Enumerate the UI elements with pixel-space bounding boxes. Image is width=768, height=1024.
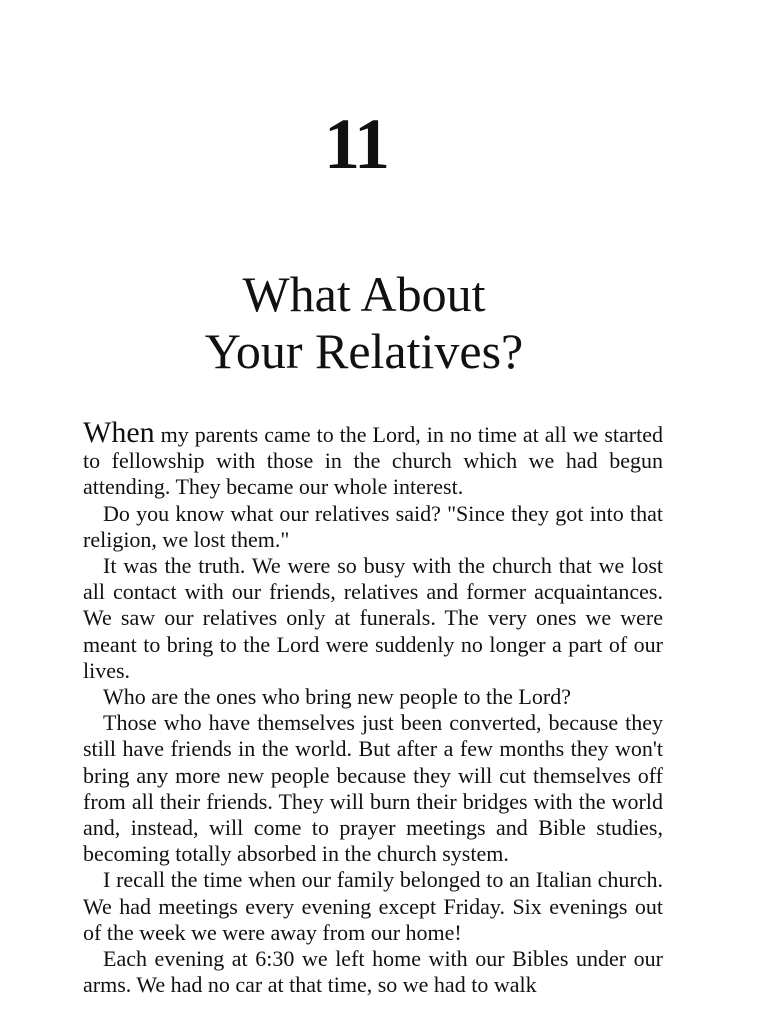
- paragraph-6: I recall the time when our family belonged to an Italian church. We had meetings every evening except Friday. Six evenings out of the week we were away from our home!: [83, 867, 663, 945]
- chapter-title-line-1: What About: [242, 266, 486, 322]
- lead-in-word: When: [83, 416, 155, 449]
- paragraph-3: It was the truth. We were so busy with the church that we lost all contact with our friends, relatives and former acquaintances. We saw our relatives only at funerals. The very ones we were meant to bring to the Lord were suddenly no longer a part of our lives.: [83, 553, 663, 683]
- paragraph-5: Those who have themselves just been converted, because they still have friends in the world. But after a few months they won't bring any more new people because they will cut themselves off from all their friends. They will burn their bridges with the world and, instead, will come to prayer meetings and Bible studies, becoming totally absorbed in the church system.: [83, 710, 663, 867]
- paragraph-4: Who are the ones who bring new people to the Lord?: [103, 684, 571, 710]
- chapter-body: [83, 416, 663, 998]
- chapter-number: 11: [323, 104, 389, 184]
- chapter-title: [0, 266, 728, 380]
- paragraph-7: Each evening at 6:30 we left home with our Bibles under our arms. We had no car at that time, so we had to walk: [83, 946, 663, 998]
- paragraph-2: Do you know what our relatives said? "Since they got into that religion, we lost them.": [83, 500, 663, 552]
- paragraph-1: [83, 416, 663, 501]
- chapter-title-line-2: Your Relatives?: [204, 323, 524, 379]
- paragraph-1-text: my parents came to the Lord, in no time at all we started to fellowship with those in the church which we had begun attending. They became our whole interest.: [83, 422, 663, 500]
